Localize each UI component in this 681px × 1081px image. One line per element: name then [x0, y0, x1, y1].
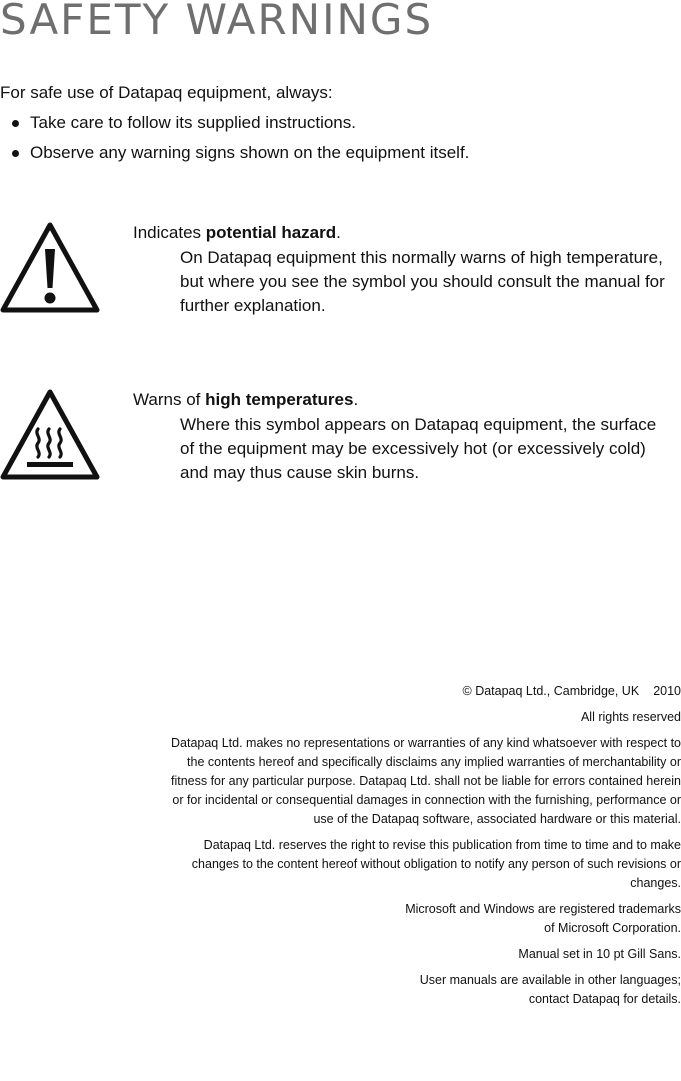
page-title: SAFETY WARNINGS — [0, 0, 434, 44]
bullet-icon — [12, 120, 19, 127]
legal-footer — [161, 682, 681, 1016]
trademarks-text: Microsoft and Windows are registered trademarks of Microsoft Corporation. — [405, 902, 681, 935]
hazard-description: On Datapaq equipment this normally warns of high temperature, but where you see the symbol you should consult the manual for further explanation. — [180, 248, 665, 315]
high-temperature-description: Where this symbol appears on Datapaq equipment, the surface of the equipment may be excessively hot (or excessively cold) and may thus cause skin burns. — [180, 415, 657, 482]
hazard-warning-section — [0, 222, 681, 332]
warning-triangle-icon — [0, 222, 100, 314]
instruction-list — [0, 112, 469, 172]
list-item-text: Observe any warning signs shown on the equipment itself. — [30, 143, 470, 162]
revisions-text: Datapaq Ltd. reserves the right to revise this publication from time to time and to make changes to the content hereof without obligation to notify any person of such revisions or changes. — [191, 838, 681, 890]
list-item — [0, 142, 469, 172]
copyright-line: © Datapaq Ltd., Cambridge, UK 2010 — [462, 684, 681, 698]
rights-line: All rights reserved — [580, 710, 681, 724]
high-temperature-section — [0, 389, 681, 499]
hazard-term: potential hazard — [205, 223, 337, 242]
languages-note: User manuals are available in other languages; contact Datapaq for details. — [419, 973, 681, 1006]
high-temperature-heading: Warns of high temperatures. — [133, 390, 359, 409]
hot-surface-icon — [0, 389, 100, 481]
list-item-text: Take care to follow its supplied instructions. — [30, 113, 356, 132]
bullet-icon — [12, 150, 19, 157]
list-item — [0, 112, 469, 142]
disclaimer-text: Datapaq Ltd. makes no representations or warranties of any kind whatsoever with respect to the contents hereof and specifically disclaims any implied warranties of merchantability or fitness for any particular purpose. Datapaq Ltd. shall not be liable for errors contained herein or for incidental or consequential damages in connection with the furnishing, performance or use of the Datapaq software, associated hardware or this material. — [170, 736, 681, 826]
font-note: Manual set in 10 pt Gill Sans. — [518, 947, 681, 961]
intro-text: For safe use of Datapaq equipment, always: — [0, 83, 333, 102]
high-temperature-term: high temperatures — [205, 390, 354, 409]
hazard-heading: Indicates potential hazard. — [133, 223, 341, 242]
